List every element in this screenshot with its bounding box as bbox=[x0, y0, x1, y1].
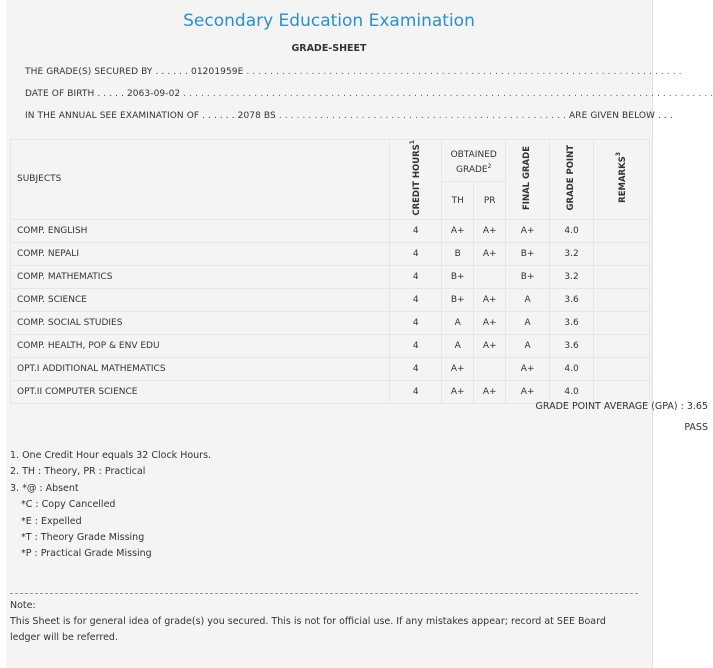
pr-grade-cell: A+ bbox=[474, 311, 506, 334]
grade-point-cell: 4.0 bbox=[550, 380, 594, 403]
remarks-cell bbox=[594, 334, 650, 357]
header-pr: PR bbox=[474, 182, 506, 219]
credit-cell: 4 bbox=[390, 265, 442, 288]
subject-cell: COMP. SCIENCE bbox=[11, 288, 390, 311]
info-symbol-number-text: THE GRADE(S) SECURED BY . . . . . . 01201959E bbox=[25, 67, 244, 77]
table-row bbox=[11, 311, 650, 334]
th-grade-cell: B+ bbox=[442, 265, 474, 288]
table-row bbox=[11, 357, 650, 380]
grade-point-cell: 3.6 bbox=[550, 334, 594, 357]
pr-grade-cell: A+ bbox=[474, 288, 506, 311]
remarks-cell bbox=[594, 242, 650, 265]
final-grade-cell: B+ bbox=[506, 265, 550, 288]
footnote: 2. TH : Theory, PR : Practical bbox=[10, 466, 146, 478]
note-section bbox=[10, 593, 638, 646]
header-th: TH bbox=[442, 182, 474, 219]
subject-cell: COMP. NEPALI bbox=[11, 242, 390, 265]
final-grade-cell: A bbox=[506, 311, 550, 334]
note-label: Note: bbox=[10, 600, 36, 611]
remarks-cell bbox=[594, 380, 650, 403]
footnote: 3. *@ : Absent bbox=[10, 482, 79, 494]
th-grade-cell: A+ bbox=[442, 380, 474, 403]
info-exam-text: IN THE ANNUAL SEE EXAMINATION OF . . . . . . 2078 BS bbox=[25, 111, 276, 121]
grade-point-cell: 3.2 bbox=[550, 265, 594, 288]
pr-grade-cell: A+ bbox=[474, 380, 506, 403]
table-row bbox=[11, 288, 650, 311]
final-grade-cell: A+ bbox=[506, 219, 550, 242]
result-status: PASS bbox=[684, 422, 708, 433]
grade-point-cell: 4.0 bbox=[550, 357, 594, 380]
subject-cell: COMP. HEALTH, POP & ENV EDU bbox=[11, 334, 390, 357]
remarks-cell bbox=[594, 357, 650, 380]
table-row bbox=[11, 219, 650, 242]
header-obtained-grade: OBTAINED GRADE$^2$ bbox=[442, 140, 506, 182]
table-row bbox=[11, 265, 650, 288]
final-grade-cell: A+ bbox=[506, 357, 550, 380]
pr-grade-cell bbox=[474, 265, 506, 288]
footnotes bbox=[10, 448, 211, 563]
th-grade-cell: A bbox=[442, 334, 474, 357]
table-row bbox=[11, 242, 650, 265]
pr-grade-cell bbox=[474, 357, 506, 380]
remarks-cell bbox=[594, 265, 650, 288]
header-grade-point: GRADE POINT bbox=[550, 140, 594, 220]
final-grade-cell: A+ bbox=[506, 380, 550, 403]
grade-point-cell: 4.0 bbox=[550, 219, 594, 242]
pr-grade-cell: A+ bbox=[474, 219, 506, 242]
th-grade-cell: A bbox=[442, 311, 474, 334]
final-grade-cell: A bbox=[506, 334, 550, 357]
subject-cell: OPT.II COMPUTER SCIENCE bbox=[11, 380, 390, 403]
header-subjects: SUBJECTS bbox=[11, 140, 390, 220]
info-dob-text: DATE OF BIRTH . . . . . 2063-09-02 bbox=[25, 89, 181, 99]
credit-cell: 4 bbox=[390, 219, 442, 242]
subject-cell: COMP. MATHEMATICS bbox=[11, 265, 390, 288]
info-exam: IN THE ANNUAL SEE EXAMINATION OF . . . . . . 2078 BS . . . . . . . . . . . . . . . . . . . . . . . . . . . . . . . . . . . . . . . . . . . . . . . . . ARE GIVEN BELOW . . . bbox=[25, 111, 673, 121]
footnote: *C : Copy Cancelled bbox=[21, 499, 116, 511]
pr-grade-cell: A+ bbox=[474, 334, 506, 357]
credit-cell: 4 bbox=[390, 357, 442, 380]
final-grade-cell: A bbox=[506, 288, 550, 311]
footnote: *E : Expelled bbox=[21, 515, 82, 527]
th-grade-cell: B bbox=[442, 242, 474, 265]
remarks-cell bbox=[594, 219, 650, 242]
page-subtitle: GRADE-SHEET bbox=[291, 43, 367, 54]
credit-cell: 4 bbox=[390, 288, 442, 311]
gpa-summary: GRADE POINT AVERAGE (GPA) : 3.65 bbox=[535, 401, 708, 412]
info-exam-suffix: ARE GIVEN BELOW . . . bbox=[568, 111, 673, 121]
info-dob: DATE OF BIRTH . . . . . 2063-09-02 . . . . . . . . . . . . . . . . . . . . . . . . . . . . . . . . . . . . . . . . . . . . . . . . . . . . . . . . . . . . . . . . . . . . . . . . . . . . . . . . . . . . . . . . . . bbox=[25, 89, 713, 99]
final-grade-cell: B+ bbox=[506, 242, 550, 265]
remarks-cell bbox=[594, 311, 650, 334]
pr-grade-cell: A+ bbox=[474, 242, 506, 265]
credit-cell: 4 bbox=[390, 334, 442, 357]
footnote: 1. One Credit Hour equals 32 Clock Hours. bbox=[10, 450, 212, 461]
credit-cell: 4 bbox=[390, 242, 442, 265]
page-title: Secondary Education Examination bbox=[183, 11, 475, 31]
footnote: *T : Theory Grade Missing bbox=[21, 532, 145, 544]
table-row bbox=[11, 380, 650, 403]
grade-point-cell: 3.6 bbox=[550, 288, 594, 311]
th-grade-cell: B+ bbox=[442, 288, 474, 311]
subject-cell: COMP. ENGLISH bbox=[11, 219, 390, 242]
th-grade-cell: A+ bbox=[442, 219, 474, 242]
table-row bbox=[11, 334, 650, 357]
credit-cell: 4 bbox=[390, 311, 442, 334]
subject-cell: COMP. SOCIAL STUDIES bbox=[11, 311, 390, 334]
header-final-grade: FINAL GRADE bbox=[506, 140, 550, 220]
header-remarks: REMARKS$^3$ bbox=[594, 140, 650, 220]
info-symbol-number: THE GRADE(S) SECURED BY . . . . . . 01201959E . . . . . . . . . . . . . . . . . . . . . . . . . . . . . . . . . . . . . . . . . . . . . . . . . . . . . . . . . . . . . . . . . . . . . . . . . . bbox=[25, 67, 682, 77]
subject-cell: OPT.I ADDITIONAL MATHEMATICS bbox=[11, 357, 390, 380]
note-text: This Sheet is for general idea of grade(s) you secured. This is not for official use. If any mistakes appear; record at SEE Board ledger will be referred. bbox=[10, 616, 606, 643]
footnote: *P : Practical Grade Missing bbox=[21, 548, 152, 560]
remarks-cell bbox=[594, 288, 650, 311]
grade-point-cell: 3.6 bbox=[550, 311, 594, 334]
credit-cell: 4 bbox=[390, 380, 442, 403]
header-credit-hours: CREDIT HOURS$^1$ bbox=[390, 140, 442, 220]
grades-table bbox=[10, 139, 650, 404]
grade-point-cell: 3.2 bbox=[550, 242, 594, 265]
th-grade-cell: A+ bbox=[442, 357, 474, 380]
